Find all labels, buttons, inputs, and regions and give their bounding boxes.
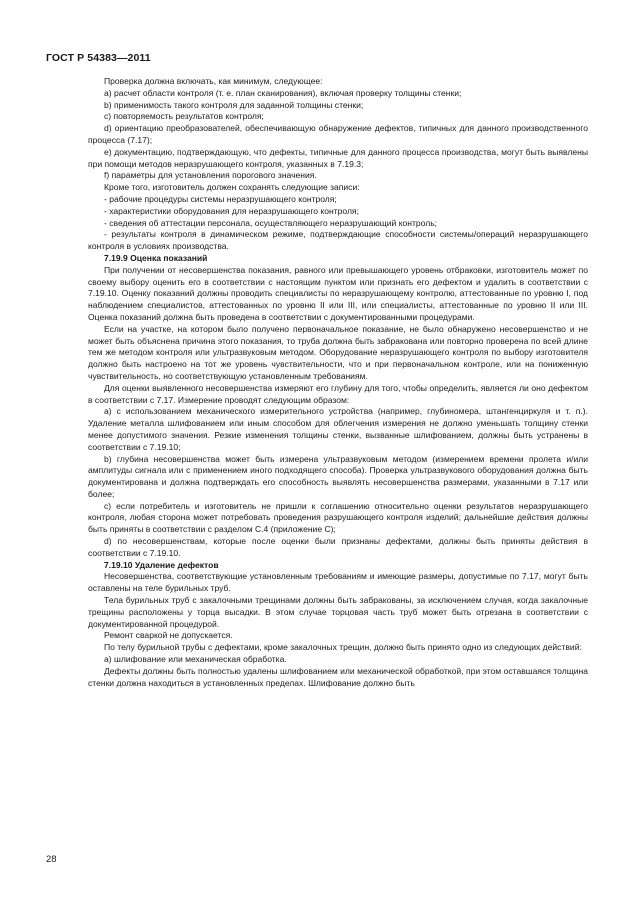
- paragraph: a) с использованием механического измерительного устройства (например, глубиномера, штангенциркуля и т. п.). Удаление металла шлифованием или иным способом для облегчения измерения не должно уменьшать толщину стенки менее допустимого значения. Резкие изменения толщины стенки, вызванные шлифованием, должны быть устранены в соответствии с 7.19.10;: [88, 406, 588, 452]
- paragraph: b) применимость такого контроля для заданной толщины стенки;: [104, 99, 364, 110]
- paragraph: - результаты контроля в динамическом режиме, подтверждающие способности системы/операций неразрушающего контроля в условиях производства.: [88, 229, 588, 252]
- paragraph: По телу бурильной трубы с дефектами, кроме закалочных трещин, должно быть принято одно из следующих действий:: [104, 642, 582, 653]
- paragraph: - сведения об аттестации персонала, осуществляющего неразрушающий контроль;: [104, 217, 438, 228]
- paragraph: a) шлифование или механическая обработка.: [104, 654, 287, 665]
- page-number: 28: [46, 854, 57, 865]
- document-header: ГОСТ Р 54383—2011: [46, 52, 151, 64]
- paragraph: d) по несовершенствам, которые после оценки были признаны дефектами, должны быть приняты действия в соответствии с 7.19.10.: [88, 536, 588, 558]
- paragraph: f) параметры для установления порогового значения.: [104, 170, 317, 181]
- section-heading: 7.19.10 Удаление дефектов: [104, 559, 219, 570]
- paragraph: - рабочие процедуры системы неразрушающего контроля;: [104, 193, 337, 204]
- paragraph: Для оценки выявленного несовершенства измеряют его глубину для того, чтобы определить, является ли оно дефектом в соответствии с 7.17. Измерение проводят следующим образом:: [88, 382, 588, 405]
- paragraph: b) глубина несовершенства может быть измерена ультразвуковым методом (измерением времени пролета и/или амплитуды сигнала или с применением иного подходящего способа). Проверка ультразвукового оборудования должна быть документирована и должна подтверждать его способность выявлять несовершенства размерами, указанными в 7.17 или более;: [88, 453, 588, 499]
- paragraph: c) если потребитель и изготовитель не пришли к соглашению относительно оценки результатов неразрушающего контроля, любая сторона может потребовать проведения разрушающего контроля изделий; дальнейшие действия должны быть приняты в соответствии с разделом С.4 (приложение С);: [88, 500, 588, 535]
- paragraph: Дефекты должны быть полностью удалены шлифованием или механической обработкой, при этом оставшаяся толщина стенки должна находиться в установленных пределах. Шлифование должно быть: [88, 665, 588, 688]
- paragraph: Если на участке, на котором было получено первоначальное показание, не было обнаружено несовершенство и не может быть объяснена причина этого показания, то труба должна быть забракована или повторно проверена по всей длине тем же методом контроля или ультразвуковым методом. Оборудование неразрушающего контроля по выбору изготовителя должно быть настроено на тот же уровень чувствительности, что и при первоначальном контроле, или на пониженную чувствительность, но соответствующую установленным требованиям.: [88, 323, 588, 381]
- paragraph: При получении от несовершенства показания, равного или превышающего уровень отбраковки, изготовитель может по своему выбору оценить его в соответствии с настоящим пунктом или признать его дефектом и удалить в соответствии с 7.19.10. Оценку показаний должны проводить специалисты по неразрушающему контролю, аттестованные по уровню I, под наблюдением специалистов, аттестованных по уровню II или III, или специалисты, аттестованные по уровню II или III. Оценка показаний должна быть проведена в соответствии с документированными процедурами.: [88, 264, 588, 322]
- paragraph: Ремонт сваркой не допускается.: [104, 630, 233, 641]
- paragraph: c) повторяемость результатов контроля;: [104, 111, 264, 122]
- paragraph: Проверка должна включать, как минимум, следующее:: [104, 76, 323, 86]
- paragraph: Кроме того, изготовитель должен сохранять следующие записи:: [104, 182, 360, 193]
- paragraph: - характеристики оборудования для неразрушающего контроля;: [104, 205, 359, 216]
- paragraph: d) ориентацию преобразователей, обеспечивающую обнаружение дефектов, типичных для данного производственного процесса (7.17);: [88, 123, 588, 145]
- paragraph: Тела бурильных труб с закалочными трещинами должны быть забракованы, за исключением случая, когда закалочные трещины расположены у торца высадки. В этом случае торцовая часть труб может быть отрезана в соответствии с документированной процедурой.: [88, 595, 588, 629]
- document-body: [88, 76, 588, 689]
- paragraph: a) расчет области контроля (т. е. план сканирования), включая проверку толщины стенки;: [104, 87, 462, 98]
- paragraph: Несовершенства, соответствующие установленным требованиям и имеющие размеры, допустимые по 7.17, могут быть оставлены на теле бурильных труб.: [88, 571, 588, 594]
- paragraph: e) документацию, подтверждающую, что дефекты, типичные для данного процесса производства, могут быть выявлены при помощи методов неразрушающего контроля, указанных в 7.19.3;: [88, 146, 588, 169]
- section-heading: 7.19.9 Оценка показаний: [104, 252, 208, 263]
